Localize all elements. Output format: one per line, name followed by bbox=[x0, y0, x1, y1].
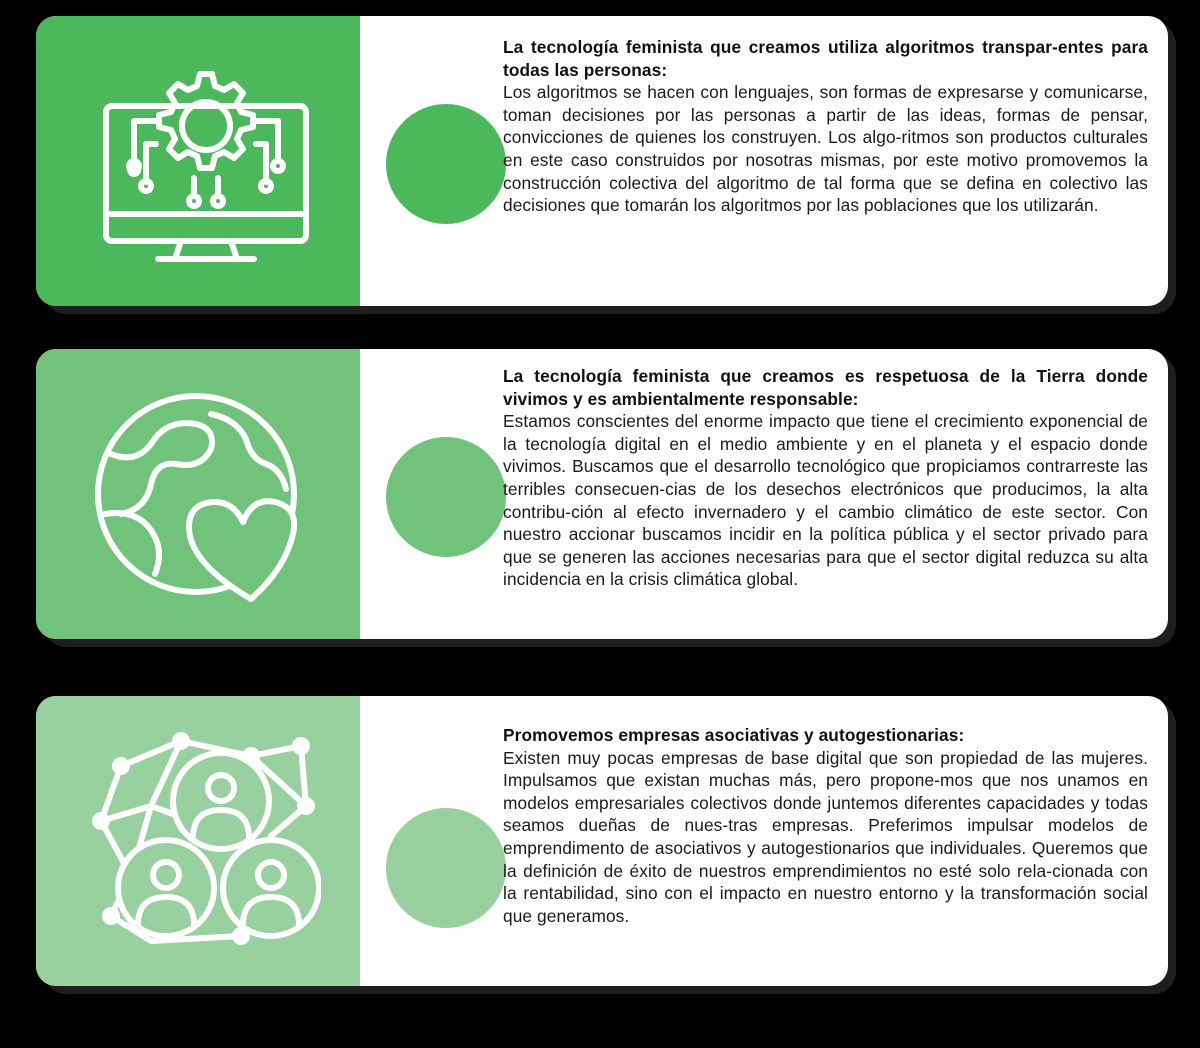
card-earth-responsible bbox=[36, 349, 1168, 639]
card-text bbox=[503, 36, 1148, 217]
card-body: Existen muy pocas empresas de base digital que son propiedad de las mujeres. Impulsamos que existan muchas más, pero propone-mos que nos unamos en modelos empresariales colectivos donde juntemos diferentes capacidades y todas seamos dueñas de nues-tras empresas. Preferimos impulsar modelos de emprendimento de asociativos y autogestionarios que individuales. Queremos que la definición de éxito de nuestros emprendimientos no esté solo rela-cionada con la rentabilidad, sino con el impacto en nuestro entorno y la transformación social que generamos. bbox=[503, 747, 1148, 926]
card-body: Los algoritmos se hacen con lenguajes, son formas de expresarse y comunicarse, toman decisiones por las personas a partir de las ideas, formas de pensar, convicciones de quienes los construyen. Los algo-ritmos son productos culturales en este caso construidos por nosotras mismas, por este motivo promovemos la construcción colectiva del algoritmo de tal forma que se defina en colectivo las decisiones que tomarán los algoritmos por las poblaciones que los utilizarán. bbox=[503, 82, 1148, 216]
card-body: Estamos conscientes del enorme impacto que tiene el crecimiento exponencial de la tecnología digital en el medio ambiente y en el planeta y el espacio donde vivimos. Buscamos que el desarrollo tecnológico que propiciamos contrarreste las terribles consecuen-cias de los desechos electrónicos que producimos, la alta contribu-ción al efecto invernadero y el cambio climático de este sector. Con nuestro accionar buscamos incidir en la política pública y el sector privado para que se generen las acciones necesarias para que el sector digital reduzca su alta incidencia en la crisis climática global. bbox=[503, 411, 1148, 590]
icon-panel bbox=[36, 349, 360, 639]
puzzle-tab bbox=[386, 104, 506, 224]
earth-heart-icon bbox=[91, 384, 321, 614]
card-transparent-algorithms bbox=[36, 16, 1168, 306]
computer-gear-circuit-icon bbox=[96, 56, 316, 266]
puzzle-tab bbox=[386, 437, 506, 557]
icon-panel bbox=[36, 696, 360, 986]
card-title: Promovemos empresas asociativas y autogestionarias: bbox=[503, 725, 965, 745]
puzzle-tab bbox=[386, 808, 506, 928]
card-text bbox=[503, 724, 1148, 927]
icon-panel bbox=[36, 16, 360, 306]
card-title: La tecnología feminista que creamos es respetuosa de la Tierra donde vivimos y es ambientalmente responsable: bbox=[503, 366, 1148, 409]
card-title: La tecnología feminista que creamos utiliza algoritmos transpar-entes para todas las personas: bbox=[503, 37, 1148, 80]
people-network-icon bbox=[91, 726, 321, 956]
card-text bbox=[503, 365, 1148, 591]
card-associative-enterprises bbox=[36, 696, 1168, 986]
